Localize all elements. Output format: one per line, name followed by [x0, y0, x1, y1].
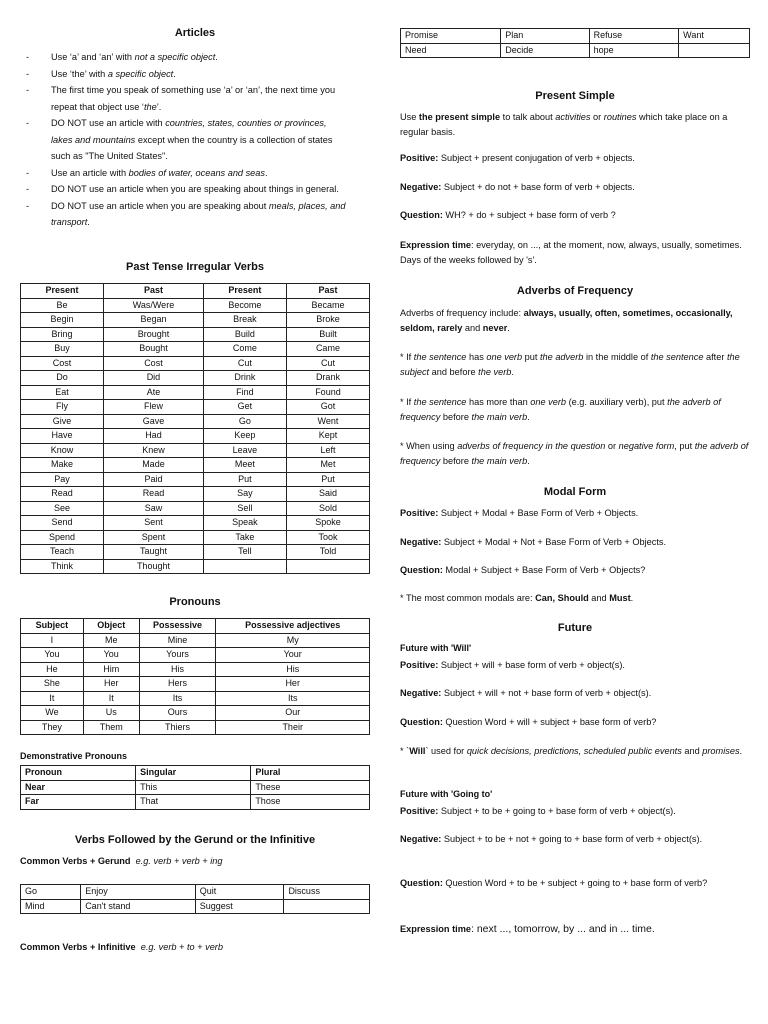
table-cell: Came: [286, 342, 369, 357]
table-cell: Her: [83, 677, 139, 692]
future-will-question: Question: Question Word + will + subject + base form of verb?: [400, 717, 657, 727]
list-item: - Use ‘a’ and ‘an’ with not a specific object.: [20, 49, 350, 66]
table-cell: Found: [286, 385, 369, 400]
table-cell: Ate: [104, 385, 204, 400]
table-row: [21, 516, 370, 531]
table-cell: You: [83, 648, 139, 663]
table-cell: Brought: [104, 327, 204, 342]
gerund-table: [20, 884, 370, 914]
table-header-row: [21, 619, 370, 634]
column-header: Singular: [136, 766, 251, 781]
pronouns-table: [20, 618, 370, 735]
table-cell: Build: [203, 327, 286, 342]
pronouns-title: Pronouns: [169, 596, 221, 608]
column-header: Object: [83, 619, 139, 634]
present-simple-question: Question: WH? + do + subject + base form of verb ?: [400, 210, 616, 220]
infinitive-example: e.g. verb + to + verb: [140, 942, 223, 952]
table-cell: Sold: [286, 501, 369, 516]
adverbs-rule-1: * If the sentence has one verb put the adverb in the middle of the sentence after the subject and before the verb.: [400, 352, 740, 377]
future-going-title: Future with 'Going to': [400, 789, 493, 799]
table-cell: Near: [21, 780, 136, 795]
list-item: - Use ‘the’ with a specific object.: [20, 66, 350, 83]
table-cell: Had: [104, 429, 204, 444]
table-cell: She: [21, 677, 84, 692]
table-cell: Send: [21, 516, 104, 531]
table-row: [401, 29, 750, 44]
future-will-positive: Positive: Subject + will + base form of verb + object(s).: [400, 660, 625, 670]
table-cell: That: [136, 795, 251, 810]
table-row: [21, 545, 370, 560]
table-row: [21, 706, 370, 721]
table-cell: Saw: [104, 501, 204, 516]
table-cell: Do: [21, 371, 104, 386]
irregular-title: Past Tense Irregular Verbs: [126, 261, 264, 273]
table-row: [21, 414, 370, 429]
table-row: [21, 472, 370, 487]
table-cell: Want: [679, 29, 750, 44]
table-cell: Him: [83, 662, 139, 677]
table-cell: Gave: [104, 414, 204, 429]
table-row: [21, 648, 370, 663]
table-cell: Spend: [21, 530, 104, 545]
column-header: Possessive adjectives: [216, 619, 370, 634]
table-cell: Pay: [21, 472, 104, 487]
table-cell: Began: [104, 313, 204, 328]
demonstrative-title: Demonstrative Pronouns: [20, 751, 128, 761]
list-item: - DO NOT use an article when you are speaking about meals, places, and transport.: [20, 198, 350, 231]
articles-list: [20, 49, 350, 231]
table-cell: It: [21, 691, 84, 706]
table-cell: Bought: [104, 342, 204, 357]
list-item: - Use an article with bodies of water, oceans and seas.: [20, 165, 350, 182]
table-row: [21, 313, 370, 328]
table-cell: Teach: [21, 545, 104, 560]
table-cell: Its: [139, 691, 216, 706]
present-simple-expression-time: Expression time: everyday, on ..., at the moment, now, always, usually, sometimes. Days of the weeks followed by 's'.: [400, 240, 742, 265]
table-cell: Tell: [203, 545, 286, 560]
infinitive-table: [400, 28, 750, 58]
table-cell: Go: [21, 885, 81, 900]
gerund-label: Common Verbs + Gerund: [20, 856, 131, 866]
future-going-question: Question: Question Word + to be + subject + going to + base form of verb?: [400, 878, 708, 888]
table-cell: Be: [21, 298, 104, 313]
table-header-row: [21, 766, 370, 781]
table-cell: Its: [216, 691, 370, 706]
table-cell: Cost: [104, 356, 204, 371]
table-cell: This: [136, 780, 251, 795]
table-row: [21, 458, 370, 473]
table-cell: Hers: [139, 677, 216, 692]
table-cell: Ours: [139, 706, 216, 721]
table-row: [21, 501, 370, 516]
table-row: [21, 780, 370, 795]
future-going-positive: Positive: Subject + to be + going to + base form of verb + object(s).: [400, 806, 676, 816]
table-cell: Drink: [203, 371, 286, 386]
articles-title: Articles: [174, 27, 216, 39]
present-simple-positive: Positive: Subject + present conjugation of verb + objects.: [400, 153, 635, 163]
irregular-verbs-table: [20, 283, 370, 574]
table-cell: Went: [286, 414, 369, 429]
table-cell: He: [21, 662, 84, 677]
table-cell: Us: [83, 706, 139, 721]
future-expression-time: Expression time: next ..., tomorrow, by ... and in ... time.: [400, 923, 655, 935]
table-cell: You: [21, 648, 84, 663]
table-cell: Did: [104, 371, 204, 386]
table-cell: I: [21, 633, 84, 648]
adverbs-title: Adverbs of Frequency: [516, 285, 634, 297]
table-cell: Discuss: [284, 885, 370, 900]
table-row: [21, 487, 370, 502]
table-header-row: [21, 284, 370, 299]
table-row: [21, 899, 370, 914]
table-row: [21, 371, 370, 386]
modal-positive: Positive: Subject + Modal + Base Form of Verb + Objects.: [400, 508, 639, 518]
table-row: [21, 429, 370, 444]
table-cell: Make: [21, 458, 104, 473]
table-row: [21, 298, 370, 313]
table-row: [21, 720, 370, 735]
column-header: Present: [203, 284, 286, 299]
table-cell: Far: [21, 795, 136, 810]
table-row: [21, 885, 370, 900]
demonstrative-table: [20, 765, 370, 810]
table-cell: Built: [286, 327, 369, 342]
table-cell: Know: [21, 443, 104, 458]
modal-title: Modal Form: [543, 486, 607, 498]
table-cell: Meet: [203, 458, 286, 473]
table-cell: Your: [216, 648, 370, 663]
table-cell: [203, 559, 286, 574]
table-cell: Our: [216, 706, 370, 721]
table-cell: Think: [21, 559, 104, 574]
table-cell: Flew: [104, 400, 204, 415]
table-cell: They: [21, 720, 84, 735]
table-cell: See: [21, 501, 104, 516]
table-cell: Say: [203, 487, 286, 502]
column-header: Pronoun: [21, 766, 136, 781]
table-cell: Taught: [104, 545, 204, 560]
table-row: [21, 530, 370, 545]
table-cell: Decide: [501, 43, 589, 58]
table-row: [21, 443, 370, 458]
table-cell: Quit: [195, 885, 284, 900]
future-will-negative: Negative: Subject + will + not + base form of verb + object(s).: [400, 688, 652, 698]
table-cell: Bring: [21, 327, 104, 342]
table-row: [21, 356, 370, 371]
future-going-negative: Negative: Subject + to be + not + going to + base form of verb + object(s).: [400, 834, 703, 844]
table-cell: Broke: [286, 313, 369, 328]
table-cell: It: [83, 691, 139, 706]
table-cell: These: [251, 780, 370, 795]
table-cell: Spoke: [286, 516, 369, 531]
table-cell: Got: [286, 400, 369, 415]
table-cell: Said: [286, 487, 369, 502]
table-cell: Read: [104, 487, 204, 502]
table-cell: We: [21, 706, 84, 721]
future-will-title: Future with 'Will': [400, 643, 472, 653]
table-cell: Enjoy: [81, 885, 196, 900]
table-row: [21, 327, 370, 342]
table-row: [21, 691, 370, 706]
gerund-example: e.g. verb + verb + ing: [135, 856, 223, 866]
table-row: [401, 43, 750, 58]
table-cell: Keep: [203, 429, 286, 444]
column-header: Subject: [21, 619, 84, 634]
table-cell: Thought: [104, 559, 204, 574]
table-cell: Break: [203, 313, 286, 328]
table-cell: Refuse: [589, 29, 679, 44]
table-cell: Sent: [104, 516, 204, 531]
table-cell: Me: [83, 633, 139, 648]
table-cell: Sell: [203, 501, 286, 516]
table-cell: Those: [251, 795, 370, 810]
column-header: Present: [21, 284, 104, 299]
table-cell: His: [139, 662, 216, 677]
list-item: - DO NOT use an article with countries, states, counties or provinces, lakes and mountains except when the country is a collection of states such as "The United States".: [20, 115, 350, 165]
table-cell: Was/Were: [104, 298, 204, 313]
table-cell: Need: [401, 43, 501, 58]
table-cell: His: [216, 662, 370, 677]
table-cell: Have: [21, 429, 104, 444]
table-cell: Knew: [104, 443, 204, 458]
table-cell: Leave: [203, 443, 286, 458]
table-cell: hope: [589, 43, 679, 58]
table-cell: Fly: [21, 400, 104, 415]
modal-negative: Negative: Subject + Modal + Not + Base Form of Verb + Objects.: [400, 537, 667, 547]
column-header: Possessive: [139, 619, 216, 634]
table-cell: Drank: [286, 371, 369, 386]
table-cell: Become: [203, 298, 286, 313]
present-simple-negative: Negative: Subject + do not + base form of verb + objects.: [400, 182, 635, 192]
adverbs-rule-3: * When using adverbs of frequency in the question or negative form, put the adverb of frequency before the main verb.: [400, 441, 749, 466]
table-cell: Promise: [401, 29, 501, 44]
table-cell: [679, 43, 750, 58]
adverbs-intro: Adverbs of frequency include: always, usually, often, sometimes, occasionally, seldom, rarely and never.: [400, 308, 733, 333]
table-cell: Find: [203, 385, 286, 400]
table-cell: Them: [83, 720, 139, 735]
table-row: [21, 795, 370, 810]
table-cell: Eat: [21, 385, 104, 400]
table-row: [21, 400, 370, 415]
infinitive-heading: [20, 940, 370, 955]
table-cell: Plan: [501, 29, 589, 44]
table-cell: [284, 899, 370, 914]
table-cell: My: [216, 633, 370, 648]
table-cell: Read: [21, 487, 104, 502]
present-simple-intro: Use the present simple to talk about activities or routines which take place on a regular basis.: [400, 112, 728, 137]
table-cell: Get: [203, 400, 286, 415]
table-cell: Buy: [21, 342, 104, 357]
table-cell: Speak: [203, 516, 286, 531]
list-item: - DO NOT use an article when you are speaking about things in general.: [20, 181, 350, 198]
present-simple-title: Present Simple: [535, 90, 615, 102]
future-title: Future: [557, 622, 593, 634]
table-cell: [286, 559, 369, 574]
table-cell: Mine: [139, 633, 216, 648]
table-cell: Suggest: [195, 899, 284, 914]
table-cell: Cost: [21, 356, 104, 371]
table-row: [21, 385, 370, 400]
modal-question: Question: Modal + Subject + Base Form of Verb + Objects?: [400, 565, 646, 575]
table-row: [21, 662, 370, 677]
table-cell: Paid: [104, 472, 204, 487]
table-cell: Thiers: [139, 720, 216, 735]
table-cell: Begin: [21, 313, 104, 328]
table-cell: Met: [286, 458, 369, 473]
table-cell: Take: [203, 530, 286, 545]
table-cell: Made: [104, 458, 204, 473]
table-row: [21, 559, 370, 574]
column-header: Plural: [251, 766, 370, 781]
infinitive-label: Common Verbs + Infinitive: [20, 942, 136, 952]
table-cell: Spent: [104, 530, 204, 545]
table-row: [21, 342, 370, 357]
column-header: Past: [104, 284, 204, 299]
column-header: Past: [286, 284, 369, 299]
table-cell: Took: [286, 530, 369, 545]
table-cell: Cut: [203, 356, 286, 371]
table-cell: Kept: [286, 429, 369, 444]
table-cell: Can't stand: [81, 899, 196, 914]
gerund-title: Verbs Followed by the Gerund or the Infinitive: [74, 834, 316, 846]
list-item: - The first time you speak of something use ‘a’ or ‘an’, the next time you repeat that object use ‘the’.: [20, 82, 350, 115]
table-row: [21, 677, 370, 692]
table-cell: Her: [216, 677, 370, 692]
table-cell: Come: [203, 342, 286, 357]
table-row: [21, 633, 370, 648]
table-cell: Told: [286, 545, 369, 560]
table-cell: Put: [286, 472, 369, 487]
table-cell: Their: [216, 720, 370, 735]
gerund-heading: [20, 854, 370, 869]
table-cell: Put: [203, 472, 286, 487]
table-cell: Mind: [21, 899, 81, 914]
table-cell: Cut: [286, 356, 369, 371]
table-cell: Became: [286, 298, 369, 313]
table-cell: Left: [286, 443, 369, 458]
table-cell: Yours: [139, 648, 216, 663]
table-cell: Give: [21, 414, 104, 429]
modal-note: * The most common modals are: Can, Should and Must.: [400, 593, 634, 603]
table-cell: Go: [203, 414, 286, 429]
future-will-note: * `Will` used for quick decisions, predictions, scheduled public events and promises.: [400, 746, 743, 756]
adverbs-rule-2: * If the sentence has more than one verb (e.g. auxiliary verb), put the adverb of frequency before the main verb.: [400, 397, 721, 422]
